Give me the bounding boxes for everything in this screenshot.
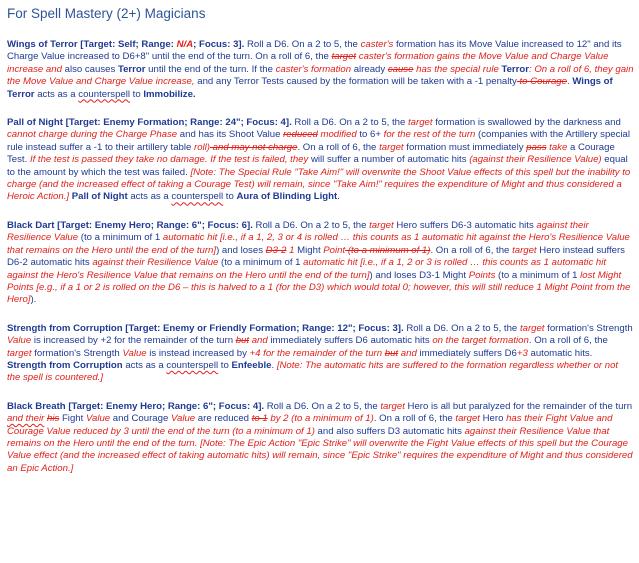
text-run: D3-2 — [265, 244, 287, 256]
text-run: [Note: The Epic Action "Epic Strike" will overwrite the Fight Value effects of this spell but the Courage Value effect (and the increased effect of taking automatic hits) will remain, since "Epic Strike" requires the expenditure of Might and thus considered an Epic Action.] — [7, 437, 633, 474]
text-run: Value — [170, 413, 196, 425]
text-run: caster's — [360, 39, 394, 50]
spell-paragraph — [7, 220, 634, 307]
text-run: . — [337, 191, 340, 203]
text-run: on the target formation — [432, 335, 529, 347]
text-run: target — [512, 244, 537, 256]
text-run: Hero — [479, 413, 507, 425]
text-run: 1 — [286, 244, 295, 256]
text-run: target — [408, 117, 433, 129]
text-run: his — [47, 413, 60, 425]
text-run: Value — [7, 335, 32, 347]
text-run: formation has its Move Value increased to 12" and its Charge Value increased to D6+8" until the end of the turn. On a roll of 6, the — [7, 39, 622, 63]
text-run: Hero is all but paralyzed for the remainder of the turn — [404, 400, 633, 412]
text-run: target — [455, 413, 480, 425]
text-run: by 2 (to a minimum of 1) — [267, 413, 374, 425]
text-run: counterspell — [78, 88, 131, 100]
text-run: automatic hits. — [527, 347, 593, 359]
text-run: (to a minimum of 1 — [78, 232, 163, 244]
text-run: already — [351, 63, 388, 75]
text-run: target — [379, 141, 404, 153]
text-run: Wings of Terror — [7, 76, 613, 100]
text-run: (companies with the Artillery special rule instead suffer a -1 to their artillery table — [7, 129, 631, 153]
text-run: Black Breath [Target: Enemy Hero; Range: 6"; Focus: 4]. — [7, 400, 265, 412]
text-run: Wings of Terror [Target: Self; Range: — [7, 39, 177, 50]
text-run: Points — [468, 269, 496, 281]
text-run: are reduced — [195, 413, 252, 425]
text-run: N/A — [176, 39, 194, 50]
text-run: target — [380, 400, 405, 412]
text-run: [Note: The Special Rule "Take Aim!" will overwrite the Shoot Value effects of this spell but the inability to charge (and the increased effect of taking a Courage Test) will remain, since "Take Aim!" requires the expenditure of Might and thus considered a Heroic Action.] — [7, 166, 631, 203]
text-run: Black Dart [Target: Enemy Hero; Range: 6"; Focus: 6]. — [7, 219, 253, 231]
text-run: has the special rule — [413, 63, 502, 75]
text-run: (to a minimum of 1 — [218, 257, 304, 269]
text-run: target — [369, 219, 394, 231]
text-run: until the end of the turn. If the — [145, 63, 276, 75]
spell-paragraph — [7, 401, 634, 475]
spell-paragraph — [7, 323, 634, 385]
text-run: for the rest of the turn — [383, 129, 476, 141]
text-run: and Courage — [110, 413, 171, 425]
text-run: (against their Resilience Value) — [469, 154, 602, 166]
page-title: For Spell Mastery (2+) Magicians — [7, 6, 206, 21]
text-run: Strength from Corruption [Target: Enemy or Friendly Formation; Range: 12"; Focus: 3]. — [7, 322, 404, 334]
text-run: . — [566, 76, 573, 88]
text-run: . On a roll of 6, the — [528, 335, 608, 347]
text-run: roll) — [194, 141, 210, 153]
text-run: Roll a D6. On a 2 to 5, the — [244, 39, 361, 50]
text-run: also causes — [61, 63, 118, 75]
text-run: a Courage Test. — [7, 141, 615, 166]
text-run: equal to the amount by which the test was failed. — [7, 154, 628, 178]
text-run: modified — [317, 129, 357, 141]
text-run: is instead increased by — [146, 347, 250, 359]
text-run: automatic hit [i.e., if a 1, 2 or 3 is rolled … this counts as 1 automatic hit against the Hero's Resilience Value that remains on the Hero until the end of the turn] — [7, 257, 607, 281]
text-run: +4 for the remainder of the turn — [249, 347, 383, 359]
text-run: Value — [122, 347, 147, 359]
text-run: to Courage — [516, 76, 567, 88]
text-run: reduced — [283, 129, 318, 141]
text-run: and has its Shoot Value — [177, 129, 284, 141]
text-run: formation must immediately — [403, 141, 527, 153]
text-run: against their Resilience Value that remains on the Hero until the end of the turn. — [7, 425, 610, 449]
text-run: acts as a — [122, 359, 167, 371]
text-run: : On a roll of 6, they gain the Move Value and Charge Value increase, — [7, 63, 634, 88]
text-run: automatic hit [i.e., if a 1, 2, 3 or 4 is rolled … this counts as 1 automatic hit against the Hero's Resilience Value that remains on the Hero until the end of the turn] — [7, 232, 630, 256]
text-run: and also suffers D3 automatic hits — [314, 425, 465, 437]
text-run: caster's formation — [275, 63, 352, 75]
text-run: and — [398, 347, 417, 359]
text-run: Pall of Night [Target: Enemy Formation; Range: 24"; Focus: 4]. — [7, 117, 292, 129]
text-run: against their Resilience Value — [7, 219, 589, 244]
text-run: and — [249, 335, 268, 347]
text-run: Immobilize. — [143, 88, 196, 100]
text-run: and their — [7, 413, 45, 425]
text-run: Value — [85, 413, 111, 425]
text-run: has their Fight Value and Courage Value reduced by 3 until the end of the turn (to a minimum of 1) — [7, 413, 613, 437]
text-run: Point — [323, 244, 346, 256]
text-run: acts as a — [127, 191, 172, 203]
text-run: Terror — [501, 63, 529, 75]
text-run: target — [519, 322, 545, 334]
text-run: formation's Strength — [31, 347, 123, 359]
text-run: to 1 — [251, 413, 268, 425]
text-run: Pall of Night — [71, 191, 128, 203]
text-run: Strength from Corruption — [7, 359, 123, 371]
text-run: Roll a D6. On a 2 to 5, the — [403, 322, 520, 334]
spell-paragraph — [7, 39, 634, 101]
text-run: against their Resilience Value — [92, 257, 219, 269]
text-run: Roll a D6. On a 2 to 5, the — [264, 400, 381, 412]
text-run: Aura of Blinding Light — [236, 191, 338, 203]
text-run: formation's Strength — [544, 322, 633, 334]
spell-paragraph — [7, 117, 634, 204]
spell-list — [7, 39, 634, 475]
text-run: . — [271, 359, 277, 371]
text-run: cause — [387, 63, 414, 75]
text-run: to — [223, 191, 237, 203]
text-run: to — [218, 359, 232, 371]
text-run: (to a minimum of 1) — [345, 244, 431, 256]
text-run: . On a roll of 6, the — [430, 244, 513, 256]
text-run: formation is swallowed by the darkness and — [432, 117, 621, 129]
text-run: Fight — [59, 413, 86, 425]
text-run: cannot charge during the Charge Phase — [7, 129, 178, 141]
text-run: Roll a D6. On a 2 to 5, the — [291, 117, 409, 129]
text-run: immediately suffers D6 automatic hits — [267, 335, 433, 347]
text-run: target — [331, 51, 357, 63]
text-run: and may not charge — [210, 141, 298, 153]
text-run: counterspell — [171, 191, 224, 203]
text-run: [Note: The automatic hits are suffered to the formation regardless whether or not the spell is countered.] — [7, 359, 619, 384]
text-run: will suffer a number of automatic hits — [308, 154, 470, 166]
text-run: to — [130, 88, 144, 100]
text-run: acts as a — [34, 88, 79, 100]
text-run: to 6+ — [356, 129, 384, 141]
text-run: but — [235, 335, 250, 347]
text-run: . On a roll of 6, the — [373, 413, 456, 425]
text-run: take — [546, 141, 568, 153]
text-run: pass — [526, 141, 547, 153]
text-run: caster's formation gains the Move Value and Charge Value increase and — [7, 51, 609, 75]
text-run: counterspell — [166, 359, 219, 371]
text-run: Roll a D6. On a 2 to 5, the — [252, 219, 370, 231]
text-run: lost Might Points [e.g., if a 1 or 2 is rolled on the D6 – this is halved to a 1 (for the D3) which would total 0; however, this will still reduce 1 Might Point from the Hero] — [7, 269, 631, 306]
text-run: Hero suffers D6-3 automatic hits — [393, 219, 537, 231]
text-run: Hero instead suffers D6-2 automatic hits — [7, 244, 625, 269]
text-run: Terror — [117, 63, 146, 75]
text-run: If the test is passed they take no damage. If the test is failed, they — [29, 154, 309, 166]
text-run: ; Focus: 3]. — [193, 39, 245, 50]
text-run: ) and loses D3-1 Might — [369, 269, 469, 281]
text-run: is increased by +2 for the remainder of the turn — [31, 335, 236, 347]
text-run: . On a roll of 6, the — [297, 141, 380, 153]
text-run: Enfeeble — [231, 359, 272, 371]
text-run: Might — [294, 244, 324, 256]
text-run: but — [384, 347, 399, 359]
text-run: (to a minimum of 1 — [495, 269, 581, 281]
text-run: ) and loses — [216, 244, 266, 256]
text-run: target — [7, 347, 32, 359]
text-run: and any Terror Tests caused by the formation will be taken with a -1 penalty — [194, 76, 517, 88]
text-run: immediately suffers D6 — [416, 347, 517, 359]
text-run: ). — [30, 294, 37, 306]
text-run: +3 — [516, 347, 528, 359]
